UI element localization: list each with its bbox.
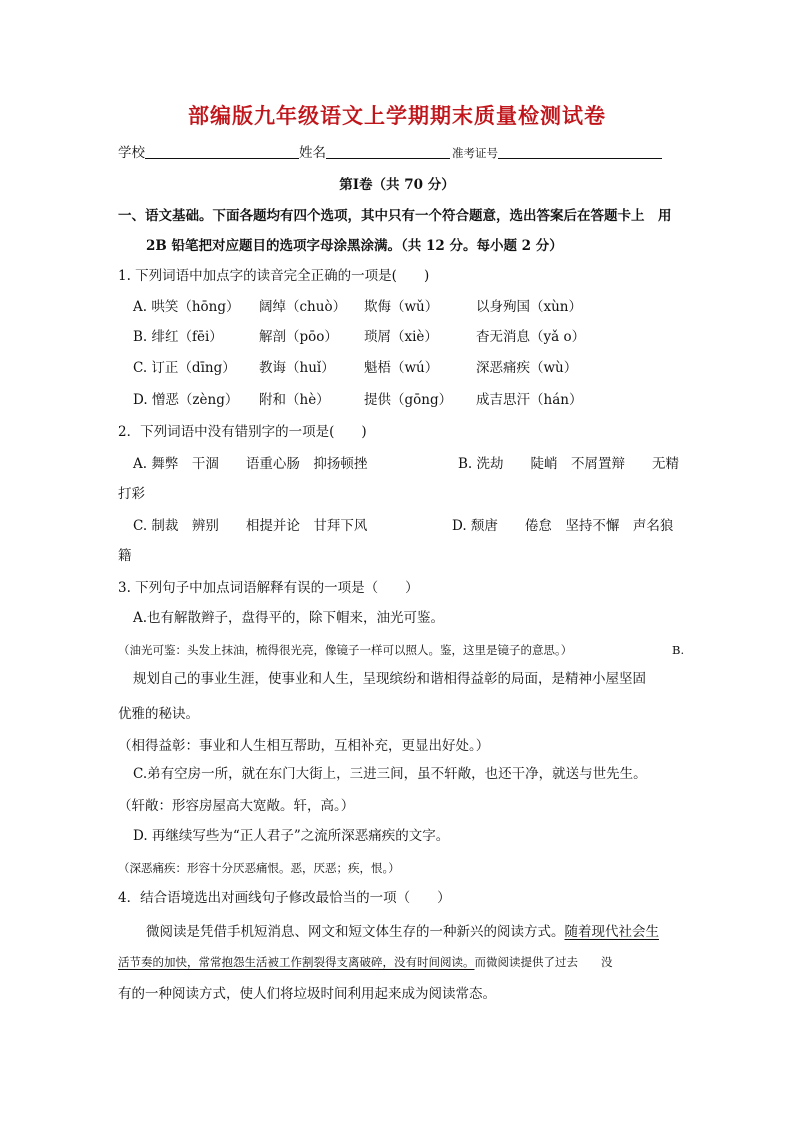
q4-passage-line1 bbox=[146, 922, 659, 942]
q4-stem: 4．结合语境选出对画线句子修改最恰当的一项（ ） bbox=[118, 890, 451, 906]
q3-stem: 3. 下列句子中加点词语解释有误的一项是（ ） bbox=[118, 580, 419, 596]
q3-note-b: （相得益彰：事业和人生相互帮助，互相补充，更显出好处。） bbox=[118, 738, 490, 754]
q3-option-b-line1: 规划自己的事业生涯，使事业和人生，呈现缤纷和谐相得益彰的局面，是精神小屋坚固 bbox=[133, 671, 646, 687]
name-field[interactable] bbox=[326, 143, 450, 159]
q4-passage-middle: 而微阅读提供了过去 没 bbox=[474, 955, 613, 969]
q3-note-c: （轩敞：形容房屋高大宽敞。轩，高。） bbox=[118, 798, 355, 814]
q4-underlined-sentence-part2: 活节奏的加快，常常抱怨生活被工作割裂得支离破碎，没有时间阅读。 bbox=[118, 955, 475, 969]
exam-title: 部编版九年级语文上学期期末质量检测试卷 bbox=[188, 104, 606, 128]
q2-option-a: A. 舞弊 干涸 语重心肠 抑扬顿挫 bbox=[133, 456, 368, 472]
q1-option-cell: B. 绯红（fēi） bbox=[133, 329, 223, 345]
q2-option-c: C. 制裁 辨别 相提并论 甘拜下风 bbox=[133, 518, 368, 534]
q1-option-cell: 附和（hè） bbox=[259, 392, 330, 408]
q1-option-cell: D. 憎恶（zèng） bbox=[133, 392, 239, 408]
q3-option-b-line2: 优雅的秘诀。 bbox=[118, 706, 199, 722]
q2-option-b-continued: 打彩 bbox=[118, 486, 145, 502]
school-label: 学校 bbox=[118, 145, 145, 161]
q1-option-cell: 深恶痛疾（wù） bbox=[476, 360, 578, 376]
q3-option-a: A.也有解散辫子，盘得平的，除下帽来，油光可鉴。 bbox=[133, 610, 445, 626]
q4-passage-line2 bbox=[118, 952, 613, 972]
q1-option-cell: 阔绰（chuò） bbox=[259, 299, 347, 315]
part1-instruction-line2: 2B 铅笔把对应题目的选项字母涂黑涂满。（共 12 分。每小题 2 分） bbox=[146, 238, 563, 254]
q3-note-a: （油光可鉴：头发上抹油，梳得很光亮，像镜子一样可以照人。鉴，这里是镜子的意思。） bbox=[118, 643, 573, 657]
q2-option-b: B. 洗劫 陡峭 不屑置辩 无精 bbox=[458, 456, 680, 472]
section-heading: 第Ⅰ卷（共 70 分） bbox=[339, 177, 455, 193]
q1-option-cell: A. 哄笑（hōng） bbox=[133, 299, 240, 315]
id-label: 准考证号 bbox=[452, 146, 498, 160]
q2-option-d: D. 颓唐 倦怠 坚持不懈 声名狼 bbox=[452, 518, 674, 534]
q1-option-cell: 魁梧（wú） bbox=[364, 360, 439, 376]
q1-stem: 1. 下列词语中加点字的读音完全正确的一项是( ) bbox=[118, 268, 430, 284]
q1-option-cell: C. 订正（dīng） bbox=[133, 360, 236, 376]
q3-option-d: D. 再继续写些为“正人君子”之流所深恶痛疾的文字。 bbox=[133, 828, 450, 844]
q2-option-d-continued: 籍 bbox=[118, 548, 132, 564]
q1-option-cell: 琐屑（xiè） bbox=[364, 329, 438, 345]
q3-note-d: （深恶痛疾：形容十分厌恶痛恨。恶，厌恶；疾，恨。） bbox=[118, 861, 400, 875]
q4-passage-line3: 有的一种阅读方式，使人们将垃圾时间利用起来成为阅读常态。 bbox=[118, 986, 496, 1002]
part1-instruction-line1: 一、语文基础。下面各题均有四个选项，其中只有一个符合题意，选出答案后在答题卡上 用 bbox=[118, 208, 672, 224]
q1-option-cell: 成吉思汗（hán） bbox=[476, 392, 583, 408]
name-label: 姓名 bbox=[299, 145, 326, 161]
q3-option-b-label: B. bbox=[672, 643, 685, 657]
q3-option-c: C.弟有空房一所，就在东门大街上，三进三间，虽不轩敞，也还干净，就送与世先生。 bbox=[133, 766, 647, 782]
q4-passage-start: 微阅读是凭借手机短消息、网文和短文体生存的一种新兴的阅读方式。 bbox=[146, 924, 565, 940]
q4-underlined-sentence-part1: 随着现代社会生 bbox=[564, 924, 659, 940]
q1-option-cell: 欺侮（wǔ） bbox=[364, 299, 439, 315]
q1-option-cell: 解剖（pōo） bbox=[259, 329, 338, 345]
q1-option-cell: 杳无消息（yǎ o） bbox=[476, 329, 586, 345]
header-fields bbox=[118, 143, 662, 163]
q1-option-cell: 教诲（huǐ） bbox=[259, 360, 335, 376]
q2-stem: 2．下列词语中没有错别字的一项是( ) bbox=[118, 424, 367, 440]
q1-option-cell: 以身殉国（xùn） bbox=[476, 299, 583, 315]
id-field[interactable] bbox=[498, 143, 662, 159]
q1-option-cell: 提供（gōng） bbox=[364, 392, 453, 408]
school-field[interactable] bbox=[145, 143, 299, 159]
